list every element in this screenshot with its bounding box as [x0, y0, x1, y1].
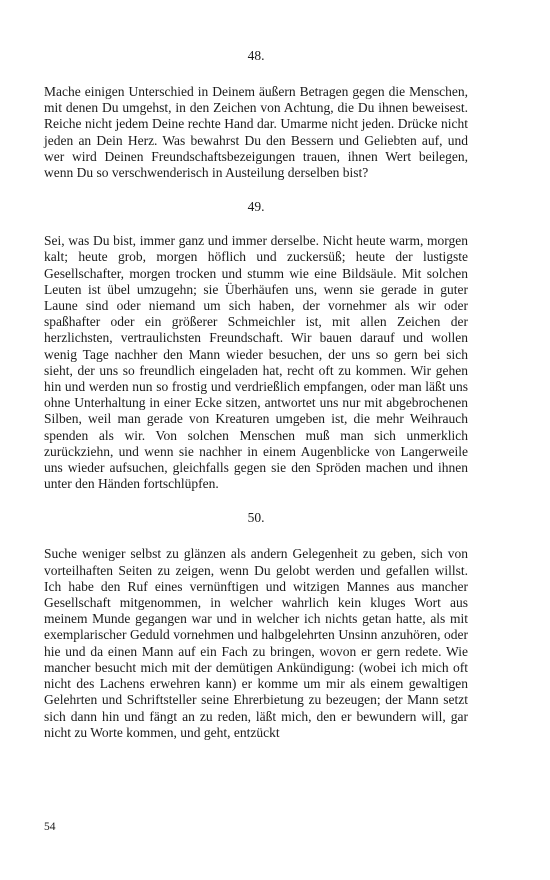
section-number: 50. — [247, 510, 265, 526]
page-number: 54 — [44, 821, 56, 833]
section-number: 48. — [247, 48, 265, 63]
section-paragraph: Sei, was Du bist, immer ganz und immer derselbe. Nicht heute warm, morgen kalt; heute grob, morgen höflich und zuckersüß; heute der lustigste Gesellschafter, morgen trocken und stumm wie eine Bildsäule. Mit solchen Leuten ist übel umzugehn; sie Überhäufen uns, wenn sie gerade in guter Laune sind oder niemand um sich haben, der vornehmer als wir oder spaßhafter oder ein größerer Schmeichler ist, mit allen Zeichen der herzlichsten, vertraulichsten Freundschaft. Wir bauen darauf und wollen wenig Tage nachher den Mann wieder besuchen, der uns so gern bei sich sieht, der uns so freundlich eingeladen hat, recht oft zu kommen. Wir gehen hin und werden nun so frostig und verdrießlich empfangen, oder man läßt uns ohne Unterhaltung in einer Ecke sitzen, antwortet uns nur mit abgebrochenen Silben, weil man gerade von Kreaturen umgeben ist, die mehr Weihrauch spenden als wir. Von solchen Menschen muß man sich unmerklich zurückziehn, und wenn sie nachher in einem Augenblicke von Langerweile uns wieder aufsuchen, gleichfalls gegen sie den Spröden machen und ihnen unter den Händen fortschlüpfen. — [44, 233, 468, 492]
page-body — [44, 46, 468, 741]
section-number: 49. — [247, 199, 265, 215]
section-paragraph: Suche weniger selbst zu glänzen als andern Gelegenheit zu geben, sich von vorteilhaften Seiten zu zeigen, wenn Du gelobt werden und gefallen willst. Ich habe den Ruf eines vernünftigen und witzigen Mannes aus mancher Gesellschaft mitgenommen, in welcher wahrlich kein kluges Wort aus meinem Munde gegangen war und in welcher ich nichts getan hatte, als mit exemplarischer Geduld vornehmen und halbgelehrten Unsinn anzuhören, oder hie und da einen Mann auf ein Fach zu bringen, wovon er gern redete. Wie mancher besucht mich mit der demütigen Ankündigung: (wobei ich mich oft nicht des Lachens erwehren kann) er komme um mir als einem gewaltigen Gelehrten und Schriftsteller seine Ehrerbietung zu bezeugen; der Mann setzt sich dann hin und fängt an zu reden, läßt mich, den er bewundern will, gar nicht zu Worte kommen, und geht, entzückt — [44, 546, 468, 740]
section-paragraph: Mache einigen Unterschied in Deinem äußern Betragen gegen die Menschen, mit denen Du umgehst, in den Zeichen von Achtung, die Du ihnen beweisest. Reiche nicht jedem Deine rechte Hand dar. Umarme nicht jeden. Drücke nicht jeden an Dein Herz. Was bewahrst Du den Bessern und Geliebten auf, und wer wird Deinen Freundschaftsbezeigungen trauen, ihnen Wert beilegen, wenn Du so verschwenderisch in Austeilung derselben bist? — [44, 84, 468, 181]
